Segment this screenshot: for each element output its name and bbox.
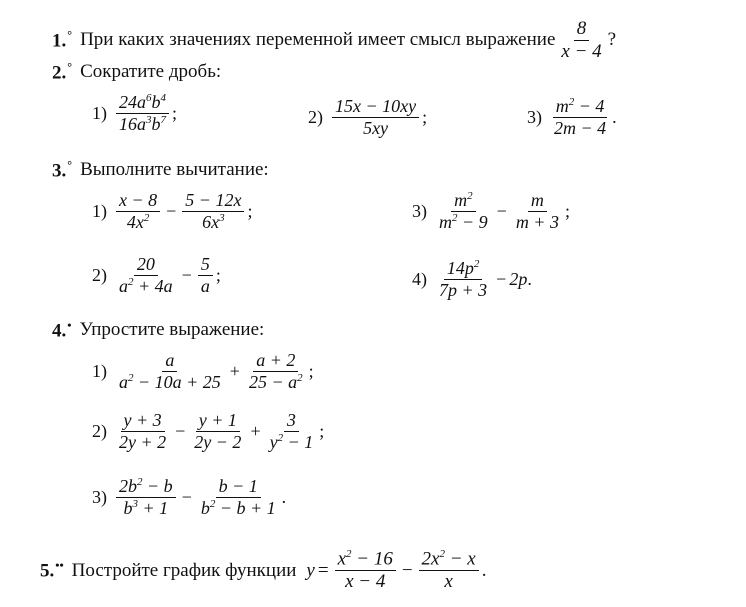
denominator: 2y − 2 — [194, 431, 242, 452]
numerator: a + 2 — [253, 350, 298, 372]
fraction — [198, 254, 213, 296]
denominator: $m^2 - 9$ — [439, 211, 488, 232]
numerator: 20 — [134, 254, 158, 276]
semicolon: ; — [308, 360, 314, 381]
denominator: $b^3 + 1$ — [123, 497, 169, 518]
denominator: x — [444, 571, 453, 593]
task-4-item-2 — [92, 410, 324, 452]
denominator: m + 3 — [515, 211, 559, 232]
semicolon: ; — [247, 200, 253, 221]
plus-sign: + — [229, 360, 240, 381]
semicolon: ; — [172, 102, 178, 123]
item-label: 3) — [527, 106, 542, 127]
task-5 — [40, 548, 487, 593]
fraction — [182, 190, 244, 232]
fraction — [191, 410, 244, 452]
numerator: 3 — [284, 410, 299, 432]
numerator: 8 — [574, 18, 590, 41]
numerator: y + 3 — [121, 410, 165, 432]
denominator: 5xy — [363, 117, 389, 138]
numerator: 15x − 10xy — [332, 96, 419, 118]
minus-sign: − — [181, 486, 192, 507]
item-label: 2) — [92, 420, 107, 441]
equals-sign: = — [317, 559, 329, 581]
term: 2p — [509, 268, 528, 289]
task-number: 4.• — [52, 318, 72, 342]
task-number: 1.° — [52, 28, 73, 52]
item-label: 1) — [92, 360, 107, 381]
item-label: 3) — [92, 486, 107, 507]
task-2-item-3 — [527, 96, 617, 138]
denominator: x − 4 — [561, 40, 602, 62]
fraction — [116, 254, 176, 296]
numerator: a — [162, 350, 177, 372]
minus-sign: − — [496, 268, 507, 289]
numerator: $x^2 - 16$ — [335, 548, 396, 571]
fraction — [513, 190, 562, 232]
numerator: b − 1 — [216, 476, 261, 498]
fraction — [116, 190, 160, 232]
task-text: При каких значениях переменной имеет смысл выражение — [80, 29, 556, 51]
item-label: 1) — [92, 102, 107, 123]
fraction — [116, 350, 224, 392]
fraction — [116, 476, 176, 518]
numerator: x − 8 — [116, 190, 160, 212]
minus-sign: − — [496, 200, 507, 221]
denominator: $b^2 - b + 1$ — [200, 497, 276, 518]
period: . — [481, 559, 487, 581]
item-label: 2) — [308, 106, 323, 127]
item-label: 1) — [92, 200, 107, 221]
item-label: 2) — [92, 264, 107, 285]
denominator: 2m − 4 — [554, 117, 607, 138]
semicolon: ; — [564, 200, 570, 221]
task-number: 3.° — [52, 158, 73, 182]
denominator: $a^2 - 10a + 25$ — [119, 371, 221, 392]
numerator: $2x^2 - x$ — [419, 548, 479, 571]
period: . — [281, 486, 287, 507]
denominator: 2y + 2 — [119, 431, 167, 452]
fraction — [436, 258, 490, 300]
denominator: $a^2 + 4a$ — [119, 275, 173, 296]
semicolon: ; — [422, 106, 428, 127]
fraction — [551, 96, 609, 138]
numerator: m — [528, 190, 547, 212]
fraction — [436, 190, 491, 232]
item-label: 4) — [412, 268, 427, 289]
numerator: $14p^2$ — [444, 258, 483, 280]
denominator: $25 - a^2$ — [248, 371, 303, 392]
minus-sign: − — [166, 200, 177, 221]
task-1 — [52, 18, 616, 63]
task-3-item-3 — [412, 190, 570, 232]
fraction — [419, 548, 479, 593]
question-mark: ? — [607, 29, 617, 51]
denominator: a — [200, 275, 210, 296]
task-number: 2.° — [52, 60, 73, 84]
plus-sign: + — [250, 420, 261, 441]
numerator: $m^2$ — [451, 190, 476, 212]
fraction — [332, 96, 419, 138]
task-text: Упростите выражение: — [79, 319, 265, 341]
task-text: Выполните вычитание: — [80, 159, 269, 181]
minus-sign: − — [175, 420, 186, 441]
denominator: x − 4 — [345, 571, 386, 593]
task-2-item-2 — [308, 96, 427, 138]
task-text: Постройте график функции — [71, 559, 297, 581]
numerator: $24a^6b^4$ — [116, 92, 169, 114]
numerator: 5 — [198, 254, 213, 276]
numerator: 5 − 12x — [182, 190, 244, 212]
semicolon: ; — [215, 264, 221, 285]
task-4-item-3 — [92, 476, 286, 518]
numerator: $m^2 - 4$ — [553, 96, 608, 118]
fraction — [267, 410, 317, 452]
task-3-item-1 — [92, 190, 252, 232]
fraction — [116, 92, 169, 134]
fraction — [335, 548, 396, 593]
task-4-item-1 — [92, 350, 314, 392]
fraction — [246, 350, 306, 392]
fraction — [116, 410, 169, 452]
fraction — [198, 476, 279, 518]
denominator: 7p + 3 — [439, 279, 488, 300]
denominator: $y^2 - 1$ — [269, 431, 314, 452]
task-number: 5.•• — [40, 558, 64, 582]
numerator: $2b^2 - b$ — [116, 476, 176, 498]
fraction — [558, 18, 604, 63]
task-2 — [52, 60, 221, 84]
period: . — [612, 106, 617, 127]
semicolon: ; — [319, 420, 325, 441]
minus-sign: − — [181, 264, 192, 285]
task-3 — [52, 158, 269, 182]
denominator: $16a^3b^7$ — [119, 113, 166, 134]
item-label: 3) — [412, 200, 427, 221]
period: . — [527, 268, 532, 289]
denominator: $6x^3$ — [202, 211, 225, 232]
task-3-item-2 — [92, 254, 221, 296]
task-3-item-4 — [412, 258, 532, 300]
numerator: y + 1 — [196, 410, 240, 432]
denominator: $4x^2$ — [126, 211, 150, 232]
task-text: Сократите дробь: — [80, 61, 222, 83]
task-4 — [52, 318, 264, 342]
task-2-item-1 — [92, 92, 177, 134]
function-variable: y — [306, 559, 315, 581]
minus-sign: − — [401, 559, 413, 581]
